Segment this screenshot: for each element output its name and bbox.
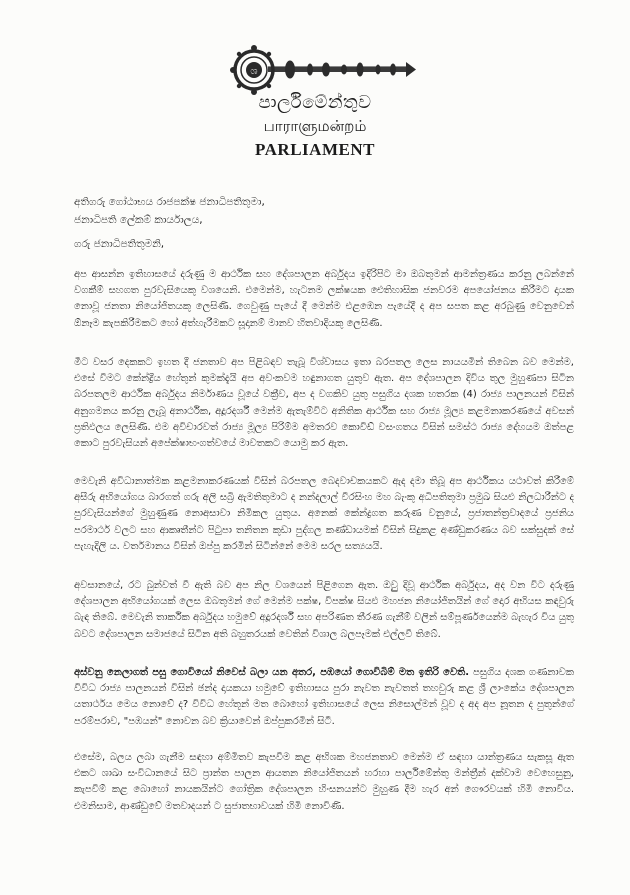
body-paragraph-2: මීට වසර දෙකකට ඉහත දී ජනතාව අප පිළිබඳව තැබූ විශ්වාසය ඉතා බරපතල ලෙස නායයමින් තිබෙන බව මෙන්ම, එසේ වීමට කේන්ද්‍රීය හේතුන් කුමක්දැයි අප අවංකවම හඳුනාගත යුතුව ඇත. අප දේශපාලන දිවිය තුල මුහුණපා සිටින බරපතලම ආර්ථික අර්බුදය නිර්මාණය වූයේ වක්‍රීව, අප ද වගකිව යුතු පසුගිය දශක හතරක (4) රාජ්‍ය පාලනයන් විසින් අනුගමනය කරනු ලැබූ අනාර්ථික, අදූරදර්ශී මෙන්ම ඇතැම්විට අනිතික ආර්ථික සහ රාජ්‍ය මූල්‍ය කළමනාකරණයේ අවසන් ප්‍රතිඵලය ලෙසිණි. එම අවිචාරවත් රාජ්‍ය මූල්‍ය පිරිම්ම අමතරව කොවිඩ් වසංගතය විසින් සමස්ථ රාජ්‍ය දේහයම ඔත්පළ කොට පුරවැසියන් අපේක්ෂාභංගත්වයේ මාවතකට යොමු කර ඇත. <box>74 357 574 450</box>
body-paragraph-1: අප ආසන්න ඉතිහාසයේ දරුණු ම ආර්ථික සහ දේශපාලන අර්බුදය ඉදිරිපිට මා ඔබතුමන් ආමන්ත්‍රණය කරනු ලබන්නේ වගකීම් සහගත පුරවැසියෙකු වශයෙනි. එමෙන්ම, හැටනම ලක්ෂයක ඓතිහාසික ජනවරම අපයෝජනය කිරීමට දායක නොවූ ජනතා නියෝජිතයකු ලෙසිණි. ගෙවුණු පැයේ දී මෙන්ම එළඹෙන පැයේදී ද අප සපත කළ අරබුණු වෙනුවෙන් ඕනෑම කැපකිරීමකට හෝ අත්හැරීමකට සූදානම් මානව හිතවාදියකු ලෙසිණි. <box>74 269 574 329</box>
salutation: ගරු ජනාධිපතිතුමනි, <box>74 238 165 250</box>
recipient-address <box>74 193 574 229</box>
body-paragraph-4: අවසානයේ, රට බුන්වත් වී ඇති බව අප නිල වශයෙන් පිළිගෙන ඇත. ඔවුු දිවූ ආර්ථික අර්බුදය, අද වන විට දරුණු දේශපාලන අභියෝගයක් ලෙස ඔබතුමන් ගේ මෙන්ම පක්ෂ, විපක්ෂ සියළු මහජන නියෝජිතයින් ගේ දොර අභියස කඳවුරු බැඳ තිබේ. මෙවැනි තාර්කික අර්බුදය හමුවේ අදූරදර්ශී සහ අපරිණත තීරණ ගැනීම් වලින් සම්පූර්ණයෙන්ම බැහැර විය යුතු බවට දේශපාලන සමාජයේ සිටින අති බහුතරයක් වෙතින් විශාල බලපෑමක් එල්ලවී තිබේ. <box>74 580 574 640</box>
title-sinhala: පාර්ලිමේන්තුව <box>258 92 372 113</box>
body-paragraph-3: මෙවැනි අවිධානාත්මක කළමනාකරණයක් විසින් බරපතල බෙදවාචකයකට ඇද දමා තිබූ අප ආර්ථිකය යථාවත් කිරීමේ අසීරු අභියෝගය බාරගත් ගරු අලි සබ්‍රි ඇමතිතුමාට ද නන්දලාල් වීරසිංහ මහ බැංකු අධිපතිතුමා ප්‍රමුඛ සියළු නිලධාරීන්ට ද පුරවැසියන්ගේ මුහුණුණ නොඅසාවා නිමිකල යුතුය. අනෙක් කේන්ද්‍රගත කරුණ වනුයේ, ප්‍රජාතන්ත්‍රවාදයේ ප්‍රජනිය පරමාර්ථ වලට සහ ආකෘතීන්ට පිටුපා තනිතන කුඩා පුද්ගල කණ්ඩායමක් විසින් සිදුකළ අණ්ඩුකරණය බව සක්සුදක් සේ පැහැදිලි ය. වර්තමානය විසින් ඔප්පු කරමින් සිටින්නේ මෙම සරල සත්‍යයයි. <box>74 476 574 552</box>
title-english: PARLIAMENT <box>255 140 375 159</box>
body-paragraph-5 <box>74 665 574 730</box>
address-line-2: ජනාධිපති ලේකම් කාර්යාලය, <box>74 214 203 226</box>
title-tamil: பாராளுமன்றம் <box>263 117 367 135</box>
bold-proverb: අස්වනු නෙලාගත් පසු ගොවියෝ නිවෙස් බලා යන අතර, පඹයෝ ගොවිබිම් මත ඉතිරි වෙති. <box>74 667 470 678</box>
address-line-1: අතිගරු ගෝඨාභය රාජපක්ෂ ජනාධිපතිතුමා, <box>74 196 265 208</box>
body-paragraph-6: එසේම, බලය ලබා ගැනීම සඳහා අම්මිතව කැපවීම කළ අභිශක මහජනතාව මෙන්ම ඒ සඳහා යාන්ත්‍රණය සැකසූ ඇත එකට ශාඛා සංවිධානයේ සිට ප්‍රාන්ත පාලන ආයතන නියෝජිතයන් හරහා පාර්ලිමේන්තු මන්ත්‍රීන් දක්වාම වෙහෙසුනු, කැපවීම් කළ බොහෝ නායකයින්ට ගෝත්‍රික දේශපාලන හිංසනයන්ට මුහුණ දීම හැර අන් ගෞරවයක් හිමි නොවිය. එමනිසාම, ආණ්ඩුවේ මතවාදයන් ට සුජාතභාවයක් හිමි නොවිණි. <box>74 752 574 812</box>
svg-text:ශ: ශ <box>250 66 258 77</box>
paragraph-5-text: පසුගිය දශක ගණනාවක විවිධ රාජ්‍ය පාලනයන් විසින් ඡන්ද දායකයා හමුවේ ඉතිහාසය පුරා නැවත නැවතත් තහවුරු කළ ශ්‍රී ලාංකේය දේශපාලන යතාර්ථය මෙය නොවේ ද? විවිධ හේතූන් මත බොහෝ ඉතිහාසයේ ලෙස නිසොල්මන් වූව ද අද අප නූතන ද පුතුන්ගේ පරම්පරාව, "පඹයන්" නොවන බව ක්‍රියාවෙන් ඔප්පුකරමින් සිටී. <box>74 667 574 727</box>
parliament-mace-emblem-icon <box>228 40 418 100</box>
